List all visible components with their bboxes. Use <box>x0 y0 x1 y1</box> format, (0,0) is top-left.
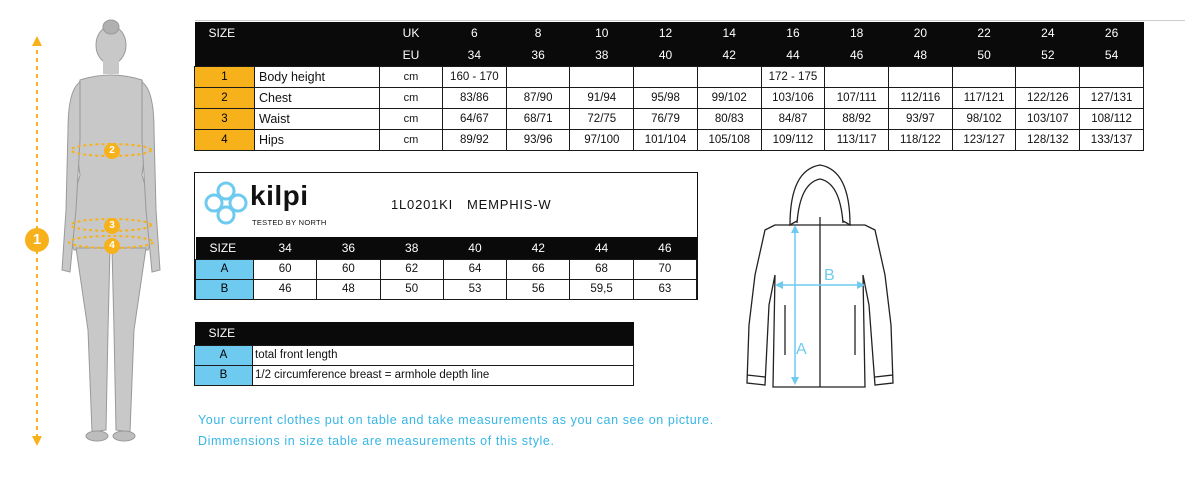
measure-value: 112/116 <box>889 87 953 108</box>
measure-value: 108/112 <box>1080 108 1144 129</box>
measure-label: Hips <box>255 129 380 150</box>
marker-4: 4 <box>104 238 120 254</box>
measure-value <box>1016 66 1080 87</box>
garment-row <box>196 279 697 299</box>
measure-value: 89/92 <box>443 129 507 150</box>
uk-size: 24 <box>1016 22 1080 44</box>
uk-size: 14 <box>697 22 761 44</box>
garment-value: 60 <box>254 259 317 279</box>
garment-value: 60 <box>317 259 380 279</box>
garment-value: 56 <box>507 279 570 299</box>
garment-measure-label: A <box>196 259 254 279</box>
measure-value: 103/106 <box>761 87 825 108</box>
garment-value: 46 <box>254 279 317 299</box>
eu-size: 50 <box>952 44 1016 66</box>
eu-size: 48 <box>889 44 953 66</box>
size-row <box>195 129 1144 150</box>
measure-value <box>697 66 761 87</box>
eu-size: 38 <box>570 44 634 66</box>
measure-value: 93/96 <box>506 129 570 150</box>
uk-size: 8 <box>506 22 570 44</box>
garment-size: 36 <box>317 237 380 259</box>
measure-label: Chest <box>255 87 380 108</box>
measure-value <box>570 66 634 87</box>
measure-value <box>952 66 1016 87</box>
legend-label: B <box>195 365 253 385</box>
measure-value: 172 - 175 <box>761 66 825 87</box>
eu-label: EU <box>380 44 443 66</box>
measure-value: 117/121 <box>952 87 1016 108</box>
product-name: MEMPHIS-W <box>467 197 552 212</box>
garment-value: 66 <box>507 259 570 279</box>
garment-size-header: SIZE <box>196 237 254 259</box>
measure-value: 105/108 <box>697 129 761 150</box>
measure-value: 103/107 <box>1016 108 1080 129</box>
garment-value: 48 <box>317 279 380 299</box>
eu-size: 46 <box>825 44 889 66</box>
measure-value: 97/100 <box>570 129 634 150</box>
garment-measure-label: B <box>196 279 254 299</box>
legend-table <box>194 322 634 386</box>
size-row <box>195 87 1144 108</box>
garment-size: 40 <box>443 237 506 259</box>
garment-size: 38 <box>380 237 443 259</box>
measure-value: 122/126 <box>1016 87 1080 108</box>
measure-value: 80/83 <box>697 108 761 129</box>
uk-size: 26 <box>1080 22 1144 44</box>
measure-value: 118/122 <box>889 129 953 150</box>
measure-value: 160 - 170 <box>443 66 507 87</box>
eu-size: 44 <box>761 44 825 66</box>
measure-value <box>1080 66 1144 87</box>
eu-size: 52 <box>1016 44 1080 66</box>
measure-unit: cm <box>380 108 443 129</box>
measure-value: 127/131 <box>1080 87 1144 108</box>
measure-number: 3 <box>195 108 255 129</box>
legend-text: total front length <box>253 345 634 365</box>
body-size-table <box>194 22 1144 151</box>
eu-size: 42 <box>697 44 761 66</box>
measure-value: 84/87 <box>761 108 825 129</box>
measure-value <box>889 66 953 87</box>
garment-size: 42 <box>507 237 570 259</box>
garment-row <box>196 259 697 279</box>
measure-value: 68/71 <box>506 108 570 129</box>
measure-value: 64/67 <box>443 108 507 129</box>
jacket-marker-a: A <box>796 341 807 358</box>
measure-value: 98/102 <box>952 108 1016 129</box>
measure-value: 95/98 <box>634 87 698 108</box>
measure-value: 72/75 <box>570 108 634 129</box>
garment-size-table <box>195 237 697 300</box>
measure-number: 2 <box>195 87 255 108</box>
note-line-2: Dimmensions in size table are measurements of this style. <box>198 434 555 448</box>
measure-number: 4 <box>195 129 255 150</box>
garment-value: 50 <box>380 279 443 299</box>
measure-unit: cm <box>380 129 443 150</box>
measure-value: 76/79 <box>634 108 698 129</box>
garment-size: 44 <box>570 237 633 259</box>
uk-size: 20 <box>889 22 953 44</box>
measure-value: 133/137 <box>1080 129 1144 150</box>
eu-size: 36 <box>506 44 570 66</box>
brand-logo <box>200 176 330 232</box>
marker-1: 1 <box>25 228 49 252</box>
uk-size: 22 <box>952 22 1016 44</box>
measure-value: 99/102 <box>697 87 761 108</box>
garment-value: 70 <box>633 259 696 279</box>
eu-size: 40 <box>634 44 698 66</box>
marker-3: 3 <box>104 218 120 234</box>
uk-size: 12 <box>634 22 698 44</box>
brand-tagline: TESTED BY NORTH <box>252 218 327 227</box>
legend-row <box>195 365 634 385</box>
measure-value: 91/94 <box>570 87 634 108</box>
uk-size: 18 <box>825 22 889 44</box>
uk-size: 10 <box>570 22 634 44</box>
note-line-1: Your current clothes put on table and take measurements as you can see on picture. <box>198 413 714 427</box>
garment-value: 68 <box>570 259 633 279</box>
measure-value <box>825 66 889 87</box>
uk-label: UK <box>380 22 443 44</box>
measure-unit: cm <box>380 87 443 108</box>
garment-value: 64 <box>443 259 506 279</box>
measure-value: 101/104 <box>634 129 698 150</box>
eu-size: 54 <box>1080 44 1144 66</box>
top-rule <box>195 20 1185 21</box>
uk-size: 6 <box>443 22 507 44</box>
body-figure-illustration <box>0 0 190 472</box>
measure-value: 109/112 <box>761 129 825 150</box>
garment-value: 59,5 <box>570 279 633 299</box>
measure-value: 88/92 <box>825 108 889 129</box>
legend-text: 1/2 circumference breast = armhole depth line <box>253 365 634 385</box>
size-row <box>195 66 1144 87</box>
measure-number: 1 <box>195 66 255 87</box>
brand-name: kilpi <box>250 180 309 211</box>
measure-value: 123/127 <box>952 129 1016 150</box>
jacket-icon <box>735 155 905 395</box>
measure-value: 128/132 <box>1016 129 1080 150</box>
uk-size: 16 <box>761 22 825 44</box>
measure-label: Body height <box>255 66 380 87</box>
measure-value: 83/86 <box>443 87 507 108</box>
legend-row <box>195 345 634 365</box>
measure-value: 87/90 <box>506 87 570 108</box>
legend-label: A <box>195 345 253 365</box>
garment-value: 62 <box>380 259 443 279</box>
legend-size-header: SIZE <box>195 322 253 345</box>
measure-label: Waist <box>255 108 380 129</box>
measure-value <box>634 66 698 87</box>
garment-value: 63 <box>633 279 696 299</box>
garment-value: 53 <box>443 279 506 299</box>
eu-size: 34 <box>443 44 507 66</box>
jacket-marker-b: B <box>824 267 835 284</box>
measure-unit: cm <box>380 66 443 87</box>
product-code: 1L0201KI <box>391 197 454 212</box>
kilpi-knot-icon <box>200 178 252 228</box>
measure-value <box>506 66 570 87</box>
garment-size: 34 <box>254 237 317 259</box>
measure-value: 107/111 <box>825 87 889 108</box>
measure-value: 113/117 <box>825 129 889 150</box>
measure-value: 93/97 <box>889 108 953 129</box>
size-row <box>195 108 1144 129</box>
jacket-illustration <box>735 155 905 395</box>
marker-2: 2 <box>104 143 120 159</box>
size-header: SIZE <box>195 22 255 44</box>
garment-size: 46 <box>633 237 696 259</box>
